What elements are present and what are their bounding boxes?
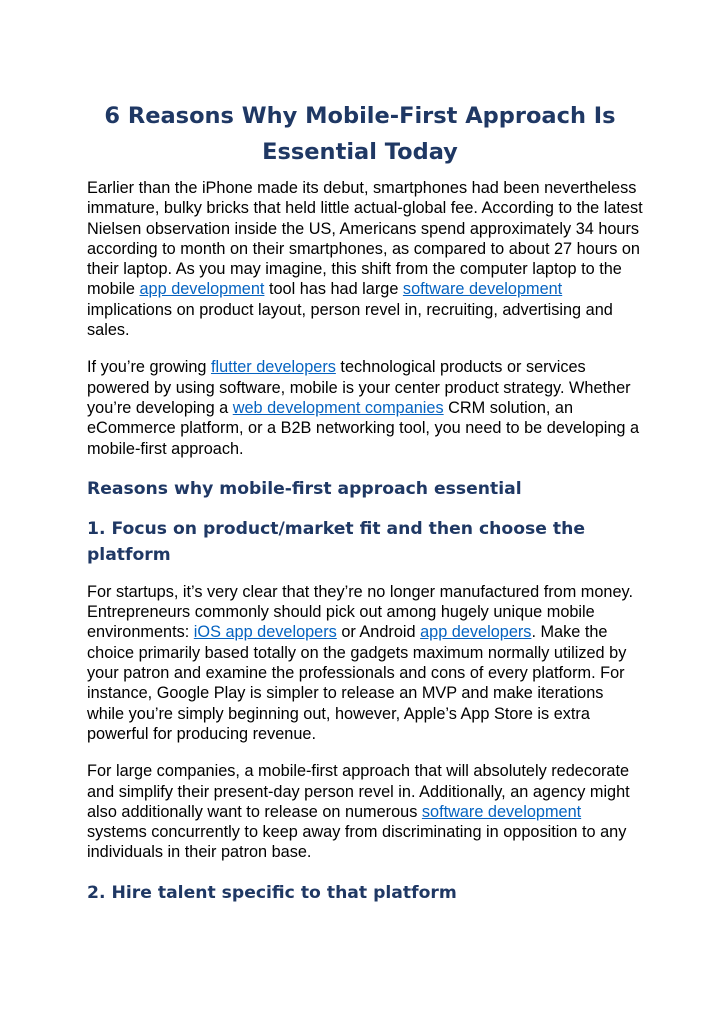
paragraph-text: Earlier than the iPhone made its debut, smartphones had been nevertheless immature, bulky bricks that held little actual-global fee. According to the latest Nielsen observation inside the US, Americans spend approximately 34 hours according to month on their smartphones, as compared to about 27 hours on their laptop. As you may imagine, this shift from the computer laptop to the mobile bbox=[87, 179, 643, 299]
paragraph-startups bbox=[87, 582, 644, 744]
link-app-development[interactable]: app development bbox=[139, 280, 265, 299]
link-ios-app-developers[interactable]: iOS app developers bbox=[193, 623, 337, 642]
heading-reasons: Reasons why mobile-first approach essential bbox=[87, 478, 522, 499]
page-title: 6 Reasons Why Mobile-First Approach Is Essential Today bbox=[104, 103, 616, 165]
link-flutter-developers[interactable]: flutter developers bbox=[210, 358, 336, 377]
paragraph-growing bbox=[87, 357, 644, 458]
link-app-developers[interactable]: app developers bbox=[420, 623, 532, 642]
link-software-development-2[interactable]: software development bbox=[421, 802, 582, 821]
heading-reason-2: 2. Hire talent specific to that platform bbox=[87, 882, 457, 903]
paragraph-text: For startups, it’s very clear that they’re no longer manufactured from money. Entrepreneurs commonly should pick out among hugely unique mobile environments: bbox=[87, 582, 633, 642]
link-web-development-companies[interactable]: web development companies bbox=[232, 398, 444, 417]
article-body bbox=[87, 178, 644, 920]
heading-reason-1: 1. Focus on product/market fit and then choose the platform bbox=[87, 518, 586, 565]
paragraph-text: If you’re growing bbox=[87, 358, 211, 377]
paragraph-large-companies bbox=[87, 761, 644, 862]
paragraph-text: tool has had large bbox=[264, 280, 403, 299]
link-software-development[interactable]: software development bbox=[402, 280, 563, 299]
paragraph-text: CRM solution, an eCommerce platform, or a B2B networking tool, you need to be developing a mobile-first approach. bbox=[87, 398, 640, 458]
paragraph-text: technological products or services powered by using software, mobile is your center product strategy. Whether you’re developing a bbox=[87, 358, 631, 417]
paragraph-text: systems concurrently to keep away from discriminating in opposition to any individuals in their patron base. bbox=[87, 823, 627, 862]
paragraph-text: or Android bbox=[336, 623, 421, 642]
paragraph-intro bbox=[87, 178, 644, 340]
paragraph-text: . Make the choice primarily based totally on the gadgets maximum normally utilized by your patron and examine the professionals and cons of every platform. For instance, Google Play is simpler to release an MVP and make iterations while you’re simply beginning out, however, Apple’s App Store is extra powerful for producing revenue. bbox=[87, 623, 627, 743]
paragraph-text: implications on product layout, person revel in, recruiting, advertising and sales. bbox=[87, 300, 613, 340]
paragraph-text: For large companies, a mobile-first approach that will absolutely redecorate and simplify their present-day person revel in. Additionally, an agency might also additionally want to release on numerous bbox=[87, 762, 630, 821]
